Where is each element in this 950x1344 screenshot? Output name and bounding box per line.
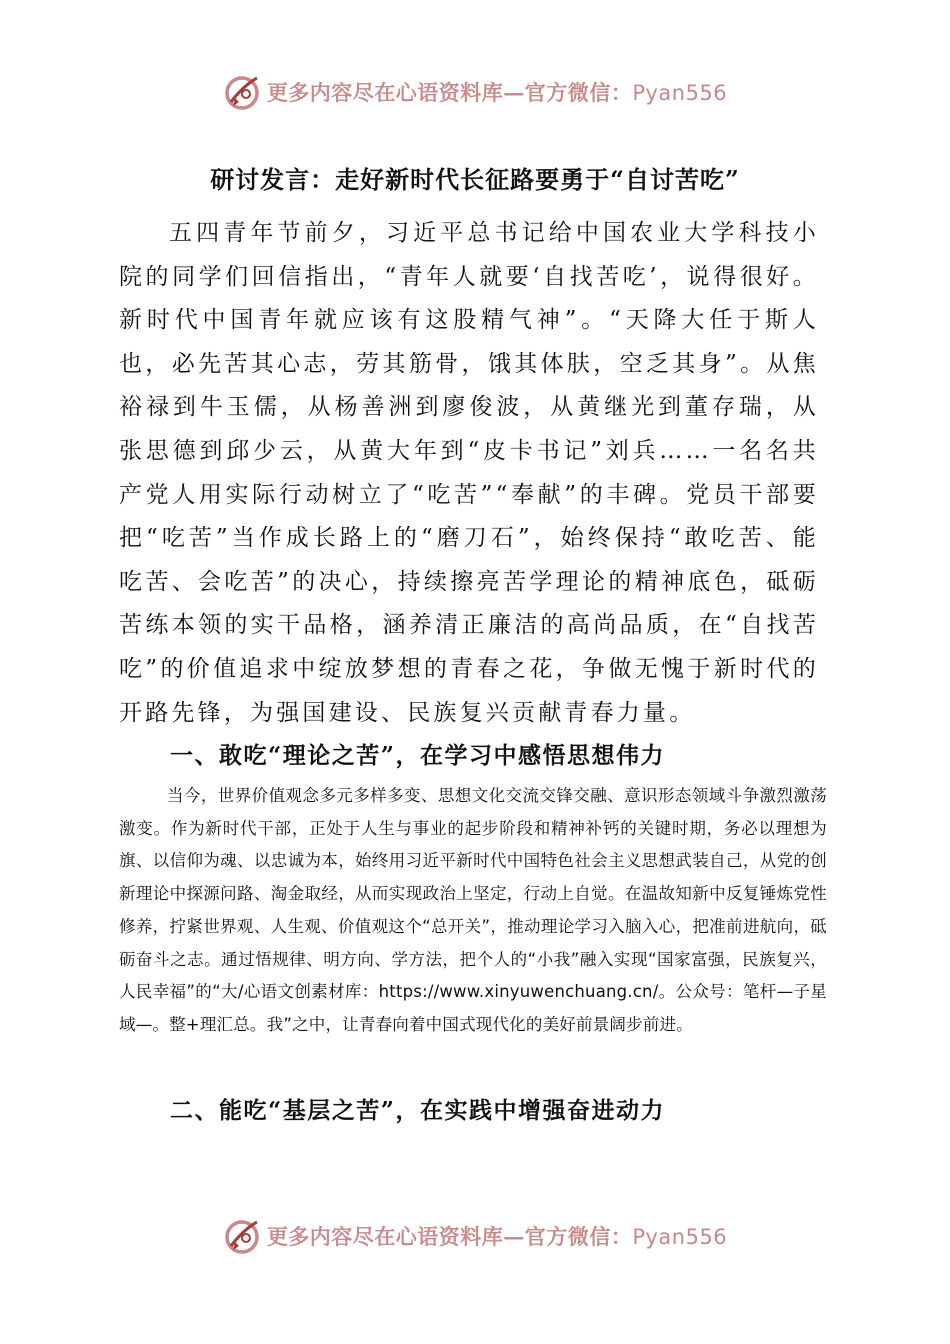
section-2-heading: 二、能吃“基层之苦”，在实践中增强奋进动力	[170, 1097, 665, 1124]
wechat-id: Pyan556	[632, 81, 728, 105]
document-title: 研讨发言：走好新时代长征路要勇于“自讨苦吃”	[210, 165, 740, 194]
footer-banner	[0, 1214, 950, 1258]
pen-swirl-logo-icon	[223, 72, 263, 112]
banner-text: 更多内容尽在心语资料库—官方微信：Pyan556	[266, 80, 728, 105]
wechat-id: Pyan556	[632, 1225, 728, 1249]
header-banner	[0, 70, 950, 114]
section-1-paragraph: 当今，世界价值观念多元多样多变、思想文化交流交锋交融、意识形态领域斗争激烈激荡激变。作为新时代干部，正处于人生与事业的起步阶段和精神补钙的关键时期，务必以理想为旗、以信仰为魂、以忠诚为本，始终用习近平新时代中国特色社会主义思想武装自己，从党的创新理论中探源问路、淘金取经，从而实现政治上坚定，行动上自觉。在温故知新中反复锤炼党性修养，拧紧世界观、人生观、价值观这个“总开关”，推动理论学习入脑入心，把准前进航向，砥砺奋斗之志。通过悟规律、明方向、学方法，把个人的“小我”融入实现“国家富强，民族复兴，人民幸福”的“大/心语文创素材库：https://www.xinyuwenchuang.cn/。公众号：笔杆—子星域—。整+理汇总。我”之中，让青春向着中国式现代化的美好前景阔步前进。	[119, 786, 827, 1034]
banner-text: 更多内容尽在心语资料库—官方微信：Pyan556	[266, 1224, 728, 1249]
intro-paragraph: 五四青年节前夕，习近平总书记给中国农业大学科技小院的同学们回信指出，“青年人就要‘自找苦吃’，说得很好。新时代中国青年就应该有这股精气神”。“天降大任于斯人也，必先苦其心志，劳其筋骨，饿其体肤，空乏其身”。从焦裕禄到牛玉儒，从杨善洲到廖俊波，从黄继光到董存瑞，从张思德到邱少云，从黄大年到“皮卡书记”刘兵……一名名共产党人用实际行动树立了“吃苦”“奉献”的丰碑。党员干部要把“吃苦”当作成长路上的“磨刀石”，始终保持“敢吃苦、能吃苦、会吃苦”的决心，持续擦亮苦学理论的精神底色，砥砺苦练本领的实干品格，涵养清正廉洁的高尚品质，在“自找苦吃”的价值追求中绽放梦想的青春之花，争做无愧于新时代的开路先锋，为强国建设、民族复兴贡献青春力量。	[119, 220, 819, 726]
pen-swirl-logo-icon	[223, 1216, 263, 1256]
section-1-heading: 一、敢吃“理论之苦”，在学习中感悟思想伟力	[170, 742, 665, 769]
